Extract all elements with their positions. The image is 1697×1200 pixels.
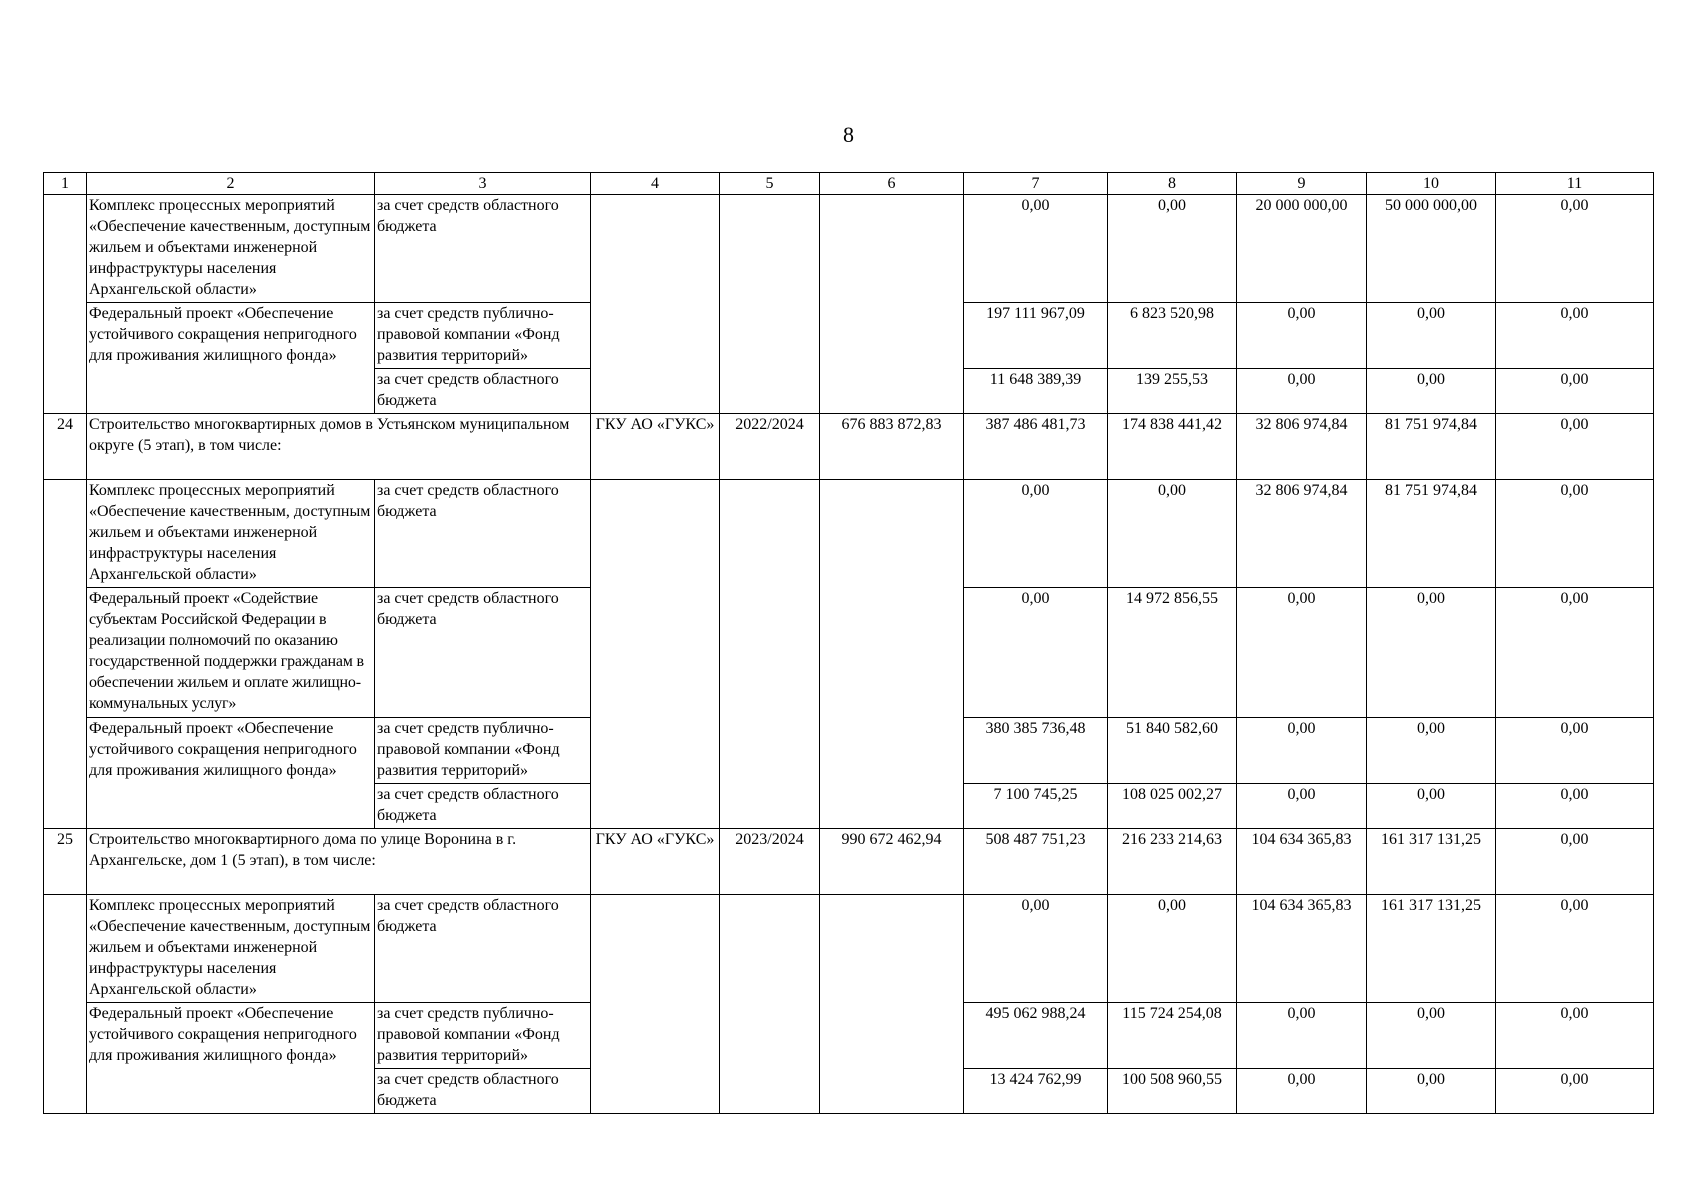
column-header: 10 [1367, 173, 1496, 195]
value-cell-9: 0,00 [1237, 784, 1367, 829]
funding-source-cell: за счет средств публично-правовой компании «Фонд развития территорий» [375, 718, 591, 784]
row-number-cell: 25 [44, 829, 87, 895]
funding-source-cell: за счет средств областного бюджета [375, 480, 591, 588]
period-cell [720, 895, 820, 1114]
value-cell-10: 50 000 000,00 [1367, 195, 1496, 303]
value-cell-10: 0,00 [1367, 718, 1496, 784]
funding-source-cell: за счет средств публично-правовой компании «Фонд развития территорий» [375, 303, 591, 369]
period-cell: 2022/2024 [720, 414, 820, 480]
value-cell-10: 0,00 [1367, 303, 1496, 369]
measure-name-cell: Комплекс процессных мероприятий «Обеспечение качественным, доступным жильем и объектами инженерной инфраструктуры населения Архангельской области» [87, 195, 375, 303]
value-cell-10: 0,00 [1367, 369, 1496, 414]
value-cell-7: 7 100 745,25 [964, 784, 1108, 829]
total-cost-cell [820, 480, 964, 829]
period-cell [720, 480, 820, 829]
value-cell-9: 0,00 [1237, 588, 1367, 718]
value-cell-11: 0,00 [1496, 784, 1654, 829]
value-cell-11: 0,00 [1496, 829, 1654, 895]
row-number-cell [44, 895, 87, 1114]
value-cell-7: 0,00 [964, 895, 1108, 1003]
period-cell: 2023/2024 [720, 829, 820, 895]
row-number-cell [44, 480, 87, 829]
value-cell-8: 216 233 214,63 [1108, 829, 1237, 895]
value-cell-11: 0,00 [1496, 895, 1654, 1003]
value-cell-8: 0,00 [1108, 480, 1237, 588]
value-cell-11: 0,00 [1496, 1003, 1654, 1069]
value-cell-8: 0,00 [1108, 195, 1237, 303]
budget-table [43, 172, 1654, 1114]
value-cell-11: 0,00 [1496, 718, 1654, 784]
column-header: 9 [1237, 173, 1367, 195]
column-header: 2 [87, 173, 375, 195]
value-cell-10: 0,00 [1367, 1003, 1496, 1069]
value-cell-9: 0,00 [1237, 303, 1367, 369]
value-cell-8: 6 823 520,98 [1108, 303, 1237, 369]
funding-source-cell: за счет средств областного бюджета [375, 1069, 591, 1114]
value-cell-10: 0,00 [1367, 1069, 1496, 1114]
measure-name-cell: Федеральный проект «Содействие субъектам Российской Федерации в реализации полномочий по оказанию государственной поддержки гражданам в обеспечении жильем и оплате жилищно-коммунальных услуг» [87, 588, 375, 718]
funding-source-cell: за счет средств областного бюджета [375, 895, 591, 1003]
value-cell-9: 0,00 [1237, 369, 1367, 414]
value-cell-7: 197 111 967,09 [964, 303, 1108, 369]
value-cell-11: 0,00 [1496, 588, 1654, 718]
value-cell-9: 32 806 974,84 [1237, 414, 1367, 480]
value-cell-11: 0,00 [1496, 195, 1654, 303]
measure-name-cell: Комплекс процессных мероприятий «Обеспечение качественным, доступным жильем и объектами инженерной инфраструктуры населения Архангельской области» [87, 480, 375, 588]
total-cost-cell [820, 195, 964, 414]
table-row [44, 480, 1654, 588]
funding-source-cell: за счет средств областного бюджета [375, 784, 591, 829]
column-header: 5 [720, 173, 820, 195]
value-cell-7: 11 648 389,39 [964, 369, 1108, 414]
total-cost-cell [820, 895, 964, 1114]
column-header: 4 [591, 173, 720, 195]
value-cell-8: 51 840 582,60 [1108, 718, 1237, 784]
value-cell-8: 115 724 254,08 [1108, 1003, 1237, 1069]
value-cell-10: 0,00 [1367, 784, 1496, 829]
value-cell-7: 0,00 [964, 195, 1108, 303]
value-cell-10: 161 317 131,25 [1367, 829, 1496, 895]
value-cell-11: 0,00 [1496, 1069, 1654, 1114]
value-cell-8: 100 508 960,55 [1108, 1069, 1237, 1114]
funding-source-cell: за счет средств публично-правовой компании «Фонд развития территорий» [375, 1003, 591, 1069]
funding-source-cell: за счет средств областного бюджета [375, 195, 591, 303]
value-cell-9: 0,00 [1237, 1003, 1367, 1069]
table-header-row [44, 173, 1654, 195]
value-cell-10: 81 751 974,84 [1367, 414, 1496, 480]
value-cell-9: 0,00 [1237, 718, 1367, 784]
column-header: 1 [44, 173, 87, 195]
value-cell-8: 108 025 002,27 [1108, 784, 1237, 829]
executor-cell [591, 480, 720, 829]
executor-cell [591, 895, 720, 1114]
executor-cell: ГКУ АО «ГУКС» [591, 414, 720, 480]
object-title-cell: Строительство многоквартирного дома по улице Воронина в г. Архангельске, дом 1 (5 этап), в том числе: [87, 829, 591, 895]
row-number-cell [44, 195, 87, 414]
value-cell-9: 104 634 365,83 [1237, 829, 1367, 895]
value-cell-8: 139 255,53 [1108, 369, 1237, 414]
value-cell-11: 0,00 [1496, 414, 1654, 480]
value-cell-10: 81 751 974,84 [1367, 480, 1496, 588]
value-cell-7: 0,00 [964, 588, 1108, 718]
total-cost-cell: 990 672 462,94 [820, 829, 964, 895]
value-cell-9: 32 806 974,84 [1237, 480, 1367, 588]
table-row [44, 895, 1654, 1003]
funding-source-cell: за счет средств областного бюджета [375, 369, 591, 414]
row-number-cell: 24 [44, 414, 87, 480]
table-row [44, 414, 1654, 480]
value-cell-7: 380 385 736,48 [964, 718, 1108, 784]
column-header: 6 [820, 173, 964, 195]
value-cell-11: 0,00 [1496, 303, 1654, 369]
column-header: 8 [1108, 173, 1237, 195]
value-cell-7: 13 424 762,99 [964, 1069, 1108, 1114]
value-cell-7: 508 487 751,23 [964, 829, 1108, 895]
value-cell-11: 0,00 [1496, 480, 1654, 588]
value-cell-9: 104 634 365,83 [1237, 895, 1367, 1003]
executor-cell: ГКУ АО «ГУКС» [591, 829, 720, 895]
value-cell-7: 495 062 988,24 [964, 1003, 1108, 1069]
total-cost-cell: 676 883 872,83 [820, 414, 964, 480]
page-number: 8 [843, 122, 854, 147]
column-header: 3 [375, 173, 591, 195]
value-cell-9: 20 000 000,00 [1237, 195, 1367, 303]
value-cell-8: 174 838 441,42 [1108, 414, 1237, 480]
value-cell-10: 161 317 131,25 [1367, 895, 1496, 1003]
value-cell-8: 14 972 856,55 [1108, 588, 1237, 718]
funding-source-cell: за счет средств областного бюджета [375, 588, 591, 718]
table-row [44, 195, 1654, 303]
value-cell-8: 0,00 [1108, 895, 1237, 1003]
executor-cell [591, 195, 720, 414]
value-cell-7: 387 486 481,73 [964, 414, 1108, 480]
measure-name-cell: Комплекс процессных мероприятий «Обеспечение качественным, доступным жильем и объектами инженерной инфраструктуры населения Архангельской области» [87, 895, 375, 1003]
value-cell-7: 0,00 [964, 480, 1108, 588]
value-cell-11: 0,00 [1496, 369, 1654, 414]
object-title-cell: Строительство многоквартирных домов в Устьянском муниципальном округе (5 этап), в том числе: [87, 414, 591, 480]
period-cell [720, 195, 820, 414]
measure-name-cell: Федеральный проект «Обеспечение устойчивого сокращения непригодного для проживания жилищного фонда» [87, 303, 375, 414]
value-cell-10: 0,00 [1367, 588, 1496, 718]
column-header: 11 [1496, 173, 1654, 195]
table-row [44, 829, 1654, 895]
value-cell-9: 0,00 [1237, 1069, 1367, 1114]
measure-name-cell: Федеральный проект «Обеспечение устойчивого сокращения непригодного для проживания жилищного фонда» [87, 1003, 375, 1114]
column-header: 7 [964, 173, 1108, 195]
measure-name-cell: Федеральный проект «Обеспечение устойчивого сокращения непригодного для проживания жилищного фонда» [87, 718, 375, 829]
